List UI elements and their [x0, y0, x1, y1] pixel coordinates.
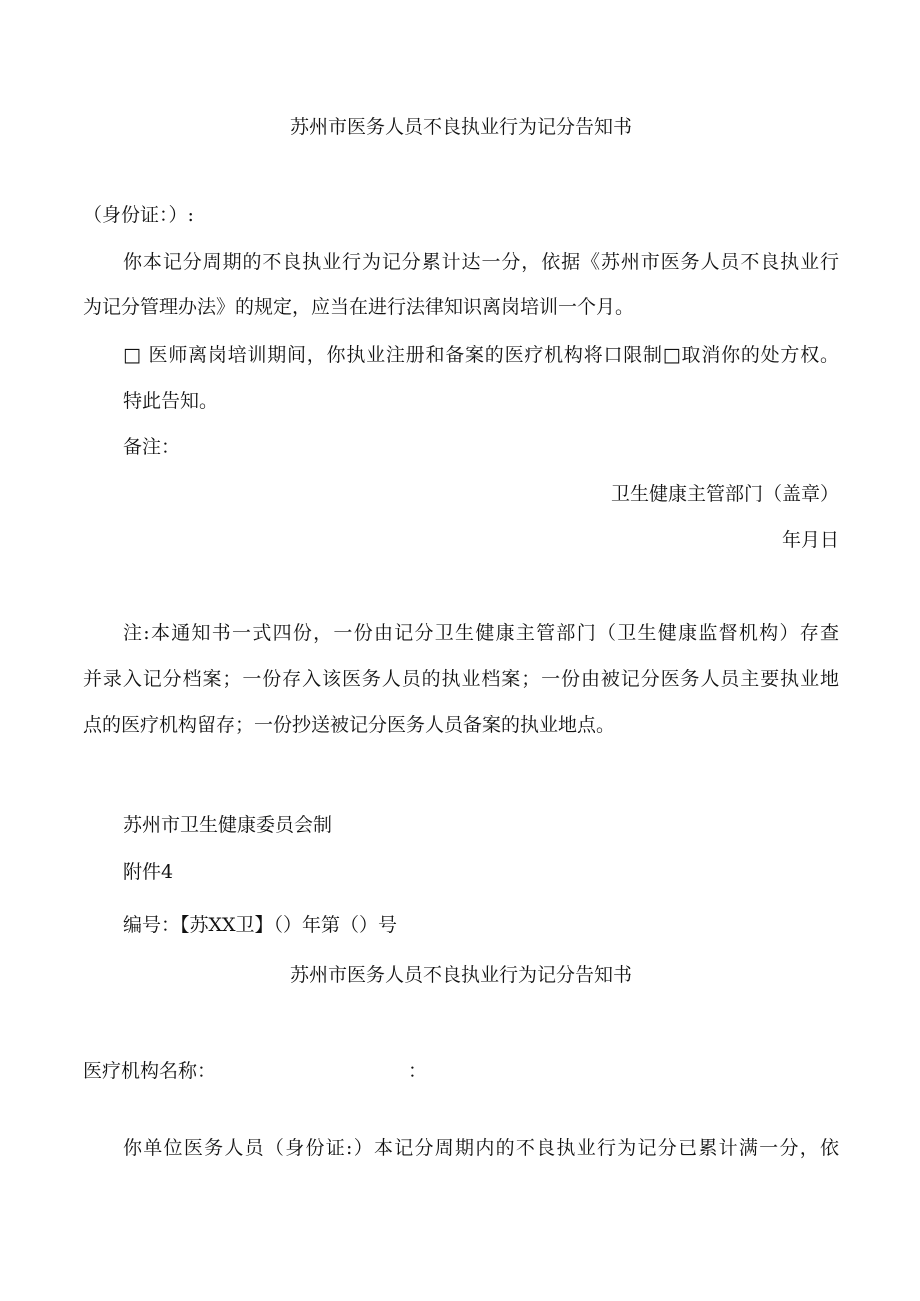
document-title: 苏州市医务人员不良执业行为记分告知书	[289, 116, 632, 138]
document-title-2: 苏州市医务人员不良执业行为记分告知书	[289, 964, 632, 986]
org-name-colon: ：	[408, 1060, 428, 1082]
org-name-label: 医疗机构名称：	[83, 1060, 217, 1082]
paragraph-3-line-1: 你单位医务人员（身份证:）本记分周期内的不良执业行为记分已累计满一分，依	[123, 1137, 839, 1159]
date-line: 年月日	[781, 529, 839, 551]
paragraph-2: □ 医师离岗培训期间，你执业注册和备案的医疗机构将口限制□取消你的处方权。	[123, 344, 839, 366]
id-line: （身份证：）:	[83, 204, 194, 226]
note-line-2: 并录入记分档案；一份存入该医务人员的执业档案；一份由被记分医务人员主要执业地	[83, 668, 839, 690]
remark-label: 备注：	[123, 436, 181, 458]
attachment-label: 附件4	[123, 861, 174, 883]
note-line-3: 点的医疗机构留存；一份抄送被记分医务人员备案的执业地点。	[83, 714, 616, 736]
notice-text: 特此告知。	[123, 390, 219, 412]
document-number: 编号：【苏XX卫】（）年第（）号	[123, 914, 398, 936]
paragraph-1-line-1: 你本记分周期的不良执业行为记分累计达一分，依据《苏州市医务人员不良执业行	[123, 251, 839, 273]
paragraph-1-line-2: 为记分管理办法》的规定，应当在进行法律知识离岗培训一个月。	[83, 296, 635, 318]
note-line-1: 注:本通知书一式四份，一份由记分卫生健康主管部门（卫生健康监督机构）存查	[123, 622, 839, 644]
signer: 卫生健康主管部门（盖章）	[610, 483, 839, 505]
issuer: 苏州市卫生健康委员会制	[123, 814, 333, 836]
